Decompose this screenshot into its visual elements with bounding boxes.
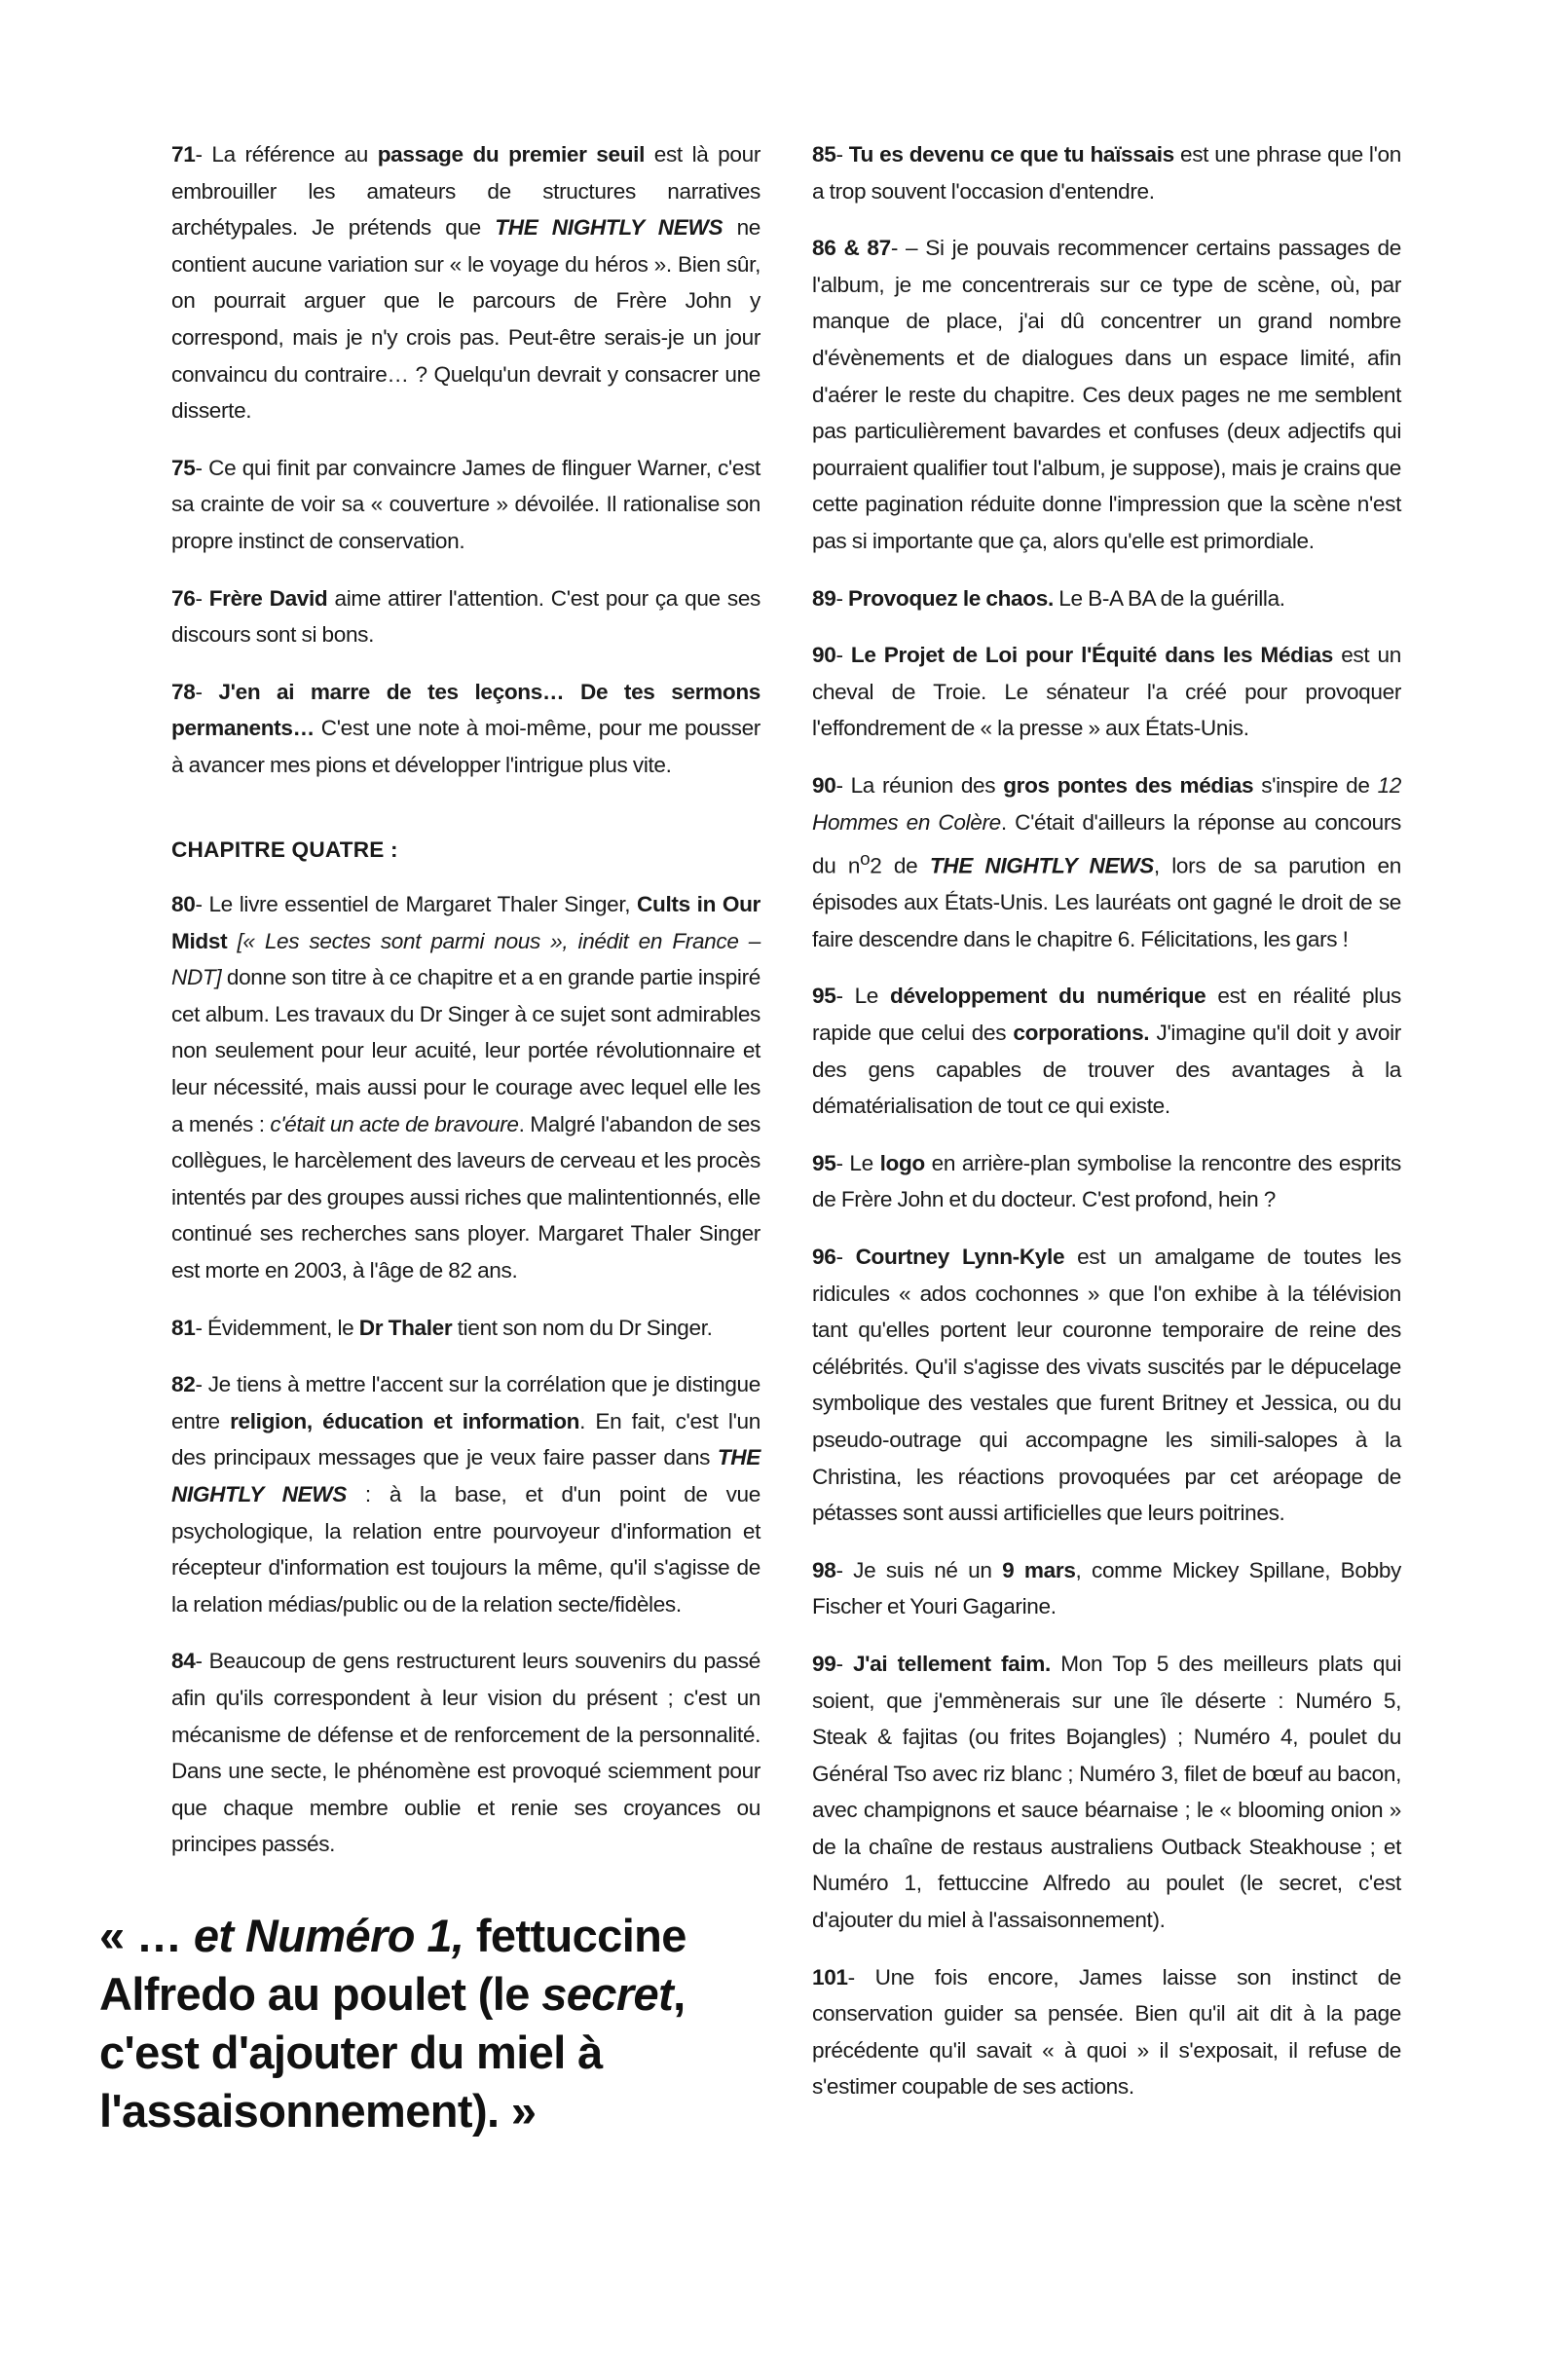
note-98: 98- Je suis né un 9 mars, comme Mickey Spillane, Bobby Fischer et Youri Gagarine. xyxy=(812,1557,1401,1619)
note-76: 76- Frère David aime attirer l'attention. C'est pour ça que ses discours sont si bons. xyxy=(171,585,760,648)
note-number: 95 xyxy=(812,1150,836,1175)
note-number: 80 xyxy=(171,892,196,917)
note-number: 95 xyxy=(812,984,836,1009)
note-number: 71 xyxy=(171,142,196,167)
note-86-87: 86 & 87- – Si je pouvais recommencer certains passages de l'album, je me concentrerais sur ce type de scène, où, par manque de place, j'ai dû concentrer un grand nombre d'évènements et de dialogues dans un espace limité, afin d'aérer le reste du chapitre. Ces deux pages ne me semblent pas particulièrement bavardes et confuses (deux adjectifs qui pourraient qualifier tout l'album, je suppose), mais je crains que cette pagination réduite donne l'impression que la scène n'est pas si importante que ça, alors qu'elle est primordiale. xyxy=(812,236,1401,553)
keyword: Le Projet de Loi pour l'Équité dans les Médias xyxy=(850,643,1333,668)
book-title: THE NIGHTLY NEWS xyxy=(929,853,1154,878)
note-95-a: 95- Le développement du numérique est en réalité plus rapide que celui des corporations. J'imagine qu'il doit y avoir des gens capables de trouver des avantages à la dématérialisation de tout ce qui existe. xyxy=(812,984,1401,1119)
keyword: Dr Thaler xyxy=(358,1315,453,1340)
note-number: 89 xyxy=(812,585,836,611)
film-title: 12 Hommes en Colère xyxy=(812,772,1401,835)
note-82: 82- Je tiens à mettre l'accent sur la corrélation que je distingue entre religion, éducation et information. En fait, c'est l'un des principaux messages que je veux faire passer dans THE NIGHTLY NEWS : à la base, et d'un point de vue psychologique, la relation entre pourvoyeur d'information et récepteur d'information est toujours la même, qu'il s'agisse de la relation médias/public ou de la relation secte/fidèles. xyxy=(171,1372,760,1617)
pull-quote: « … et Numéro 1, fettuccine Alfredo au poulet (le secret, c'est d'ajouter du miel à l'assaisonnement). » xyxy=(99,1910,686,2137)
note-71: 71- La référence au passage du premier seuil est là pour embrouiller les amateurs de structures narratives archétypales. Je prétends que THE NIGHTLY NEWS ne contient aucune variation sur « le voyage du héros ». Bien sûr, on pourrait arguer que le parcours de Frère John y correspond, mais je n'y crois pas. Peut-être serais-je un jour convaincu du contraire… ? Quelqu'un devrait y consacrer une disserte. xyxy=(171,142,761,424)
keyword: développement du numérique xyxy=(890,984,1206,1009)
keyword: religion, éducation et information xyxy=(230,1408,580,1433)
right-column xyxy=(812,136,1401,2126)
note-number: 90 xyxy=(812,643,836,668)
note-89: 89- Provoquez le chaos. Le B-A BA de la guérilla. xyxy=(812,585,1285,611)
left-column xyxy=(171,136,760,1883)
note-number: 96 xyxy=(812,1244,836,1269)
note-number: 101 xyxy=(812,1964,848,1990)
keyword: gros pontes des médias xyxy=(1003,772,1254,798)
keyword: passage du premier seuil xyxy=(377,142,645,167)
note-78: 78- J'en ai marre de tes leçons… De tes sermons permanents… C'est une note à moi-même, pour me pousser à avancer mes pions et développer l'intrigue plus vite. xyxy=(171,679,760,777)
keyword: Courtney Lynn-Kyle xyxy=(855,1244,1065,1269)
note-number: 81 xyxy=(171,1315,196,1340)
note-number: 85 xyxy=(812,142,836,167)
note-99: 99- J'ai tellement faim. Mon Top 5 des meilleurs plats qui soient, que j'emmènerais sur une île déserte : Numéro 5, Steak & fajitas (ou frites Bojangles) ; Numéro 4, poulet du Général Tso avec riz blanc ; Numéro 3, filet de bœuf au bacon, avec champignons et sauce béarnaise ; le « blooming onion » de la chaîne de restaus australiens Outback Steakhouse ; et Numéro 1, fettuccine Alfredo au poulet (le secret, c'est d'ajouter du miel à l'assaisonnement). xyxy=(812,1651,1401,1933)
keyword: logo xyxy=(879,1150,925,1175)
keyword: Frère David xyxy=(208,585,328,611)
note-90-a: 90- Le Projet de Loi pour l'Équité dans les Médias est un cheval de Troie. Le sénateur l'a créé pour provoquer l'effondrement de « la presse » aux États-Unis. xyxy=(812,643,1401,741)
note-81: 81- Évidemment, le Dr Thaler tient son nom du Dr Singer. xyxy=(171,1315,713,1340)
note-number: 98 xyxy=(812,1557,836,1582)
note-number: 86 & 87 xyxy=(812,236,891,261)
note-84: 84- Beaucoup de gens restructurent leurs souvenirs du passé afin qu'ils correspondent à leur vision du présent ; c'est un mécanisme de défense et de renforcement de la personnalité. Dans une secte, le phénomène est provoqué sciemment pour que chaque membre oublie et renie ses croyances ou principes passés. xyxy=(171,1649,760,1857)
note-80: 80- Le livre essentiel de Margaret Thaler Singer, Cults in Our Midst [« Les sectes sont parmi nous », inédit en France – NDT] donne son titre à ce chapitre et a en grande partie inspiré cet album. Les travaux du Dr Singer à ce sujet sont admirables non seulement pour leur acuité, leur portée révolutionnaire et leur nécessité, mais aussi pour le courage avec lequel elle les a menés : c'était un acte de bravoure. Malgré l'abandon de ses collègues, le harcèlement des laveurs de cerveau et les procès intentés par des groupes aussi riches que malintentionnés, elle continué ses recherches sans ployer. Margaret Thaler Singer est morte en 2003, à l'âge de 82 ans. xyxy=(171,892,760,1283)
keyword: 9 mars xyxy=(1002,1557,1076,1582)
translator-note: [« Les sectes sont parmi nous », inédit en France – NDT] xyxy=(171,928,760,990)
book-title: THE NIGHTLY NEWS xyxy=(495,215,723,241)
book-title: THE NIGHTLY NEWS xyxy=(171,1445,760,1506)
chapter-heading: CHAPITRE QUATRE : xyxy=(171,837,398,862)
note-95-b: 95- Le logo en arrière-plan symbolise la rencontre des esprits de Frère John et du docteur. C'est profond, hein ? xyxy=(812,1150,1401,1212)
note-90-b: 90- La réunion des gros pontes des médias s'inspire de 12 Hommes en Colère. C'était d'ailleurs la réponse au concours du $n^o2$ de THE NIGHTLY NEWS, lors de sa parution en épisodes aux États-Unis. Les lauréats ont gagné le droit de se faire descendre dans le chapitre 6. Félicitations, les gars ! xyxy=(812,772,1401,951)
note-number: 76 xyxy=(171,585,196,611)
note-number: 90 xyxy=(812,772,836,798)
note-number: 78 xyxy=(171,679,196,704)
note-number: 82 xyxy=(171,1372,196,1397)
note-96: 96- Courtney Lynn-Kyle est un amalgame de toutes les ridicules « ados cochonnes » que l'on exhibe à la télévision tant qu'elles portent leur couronne temporaire de reine des célébrités. Qu'il s'agisse des vivats suscités par le dépucelage symbolique des vestales que furent Britney et Jessica, ou du pseudo-outrage qui accompagne les simili-salopes à la Christina, les réactions provoquées par cet aréopage de pétasses sont aussi artificielles que leurs poitrines. xyxy=(812,1244,1401,1526)
emphasis: c'était un acte de bravoure xyxy=(270,1111,519,1136)
keyword: corporations. xyxy=(1013,1021,1150,1045)
keyword: J'en ai marre de tes leçons… De tes sermons permanents… xyxy=(171,679,760,741)
note-101: 101- Une fois encore, James laisse son instinct de conservation guider sa pensée. Bien qu'il ait dit à la page précédente qu'il savait « à quoi » il s'exposait, il refuse de s'estimer coupable de ses actions. xyxy=(812,1964,1401,2100)
note-number: 99 xyxy=(812,1651,836,1676)
keyword: J'ai tellement faim. xyxy=(852,1651,1051,1676)
keyword: Cults in Our Midst xyxy=(171,892,760,953)
keyword: Provoquez le chaos. xyxy=(848,585,1054,611)
note-75: 75- Ce qui finit par convaincre James de flinguer Warner, c'est sa crainte de voir sa « couverture » dévoilée. Il rationalise son propre instinct de conservation. xyxy=(171,455,760,553)
note-number: 75 xyxy=(171,455,196,480)
note-85: 85- Tu es devenu ce que tu haïssais est une phrase que l'on a trop souvent l'occasion d'entendre. xyxy=(812,142,1401,204)
keyword: Tu es devenu ce que tu haïssais xyxy=(848,142,1174,167)
note-number: 84 xyxy=(171,1649,196,1674)
